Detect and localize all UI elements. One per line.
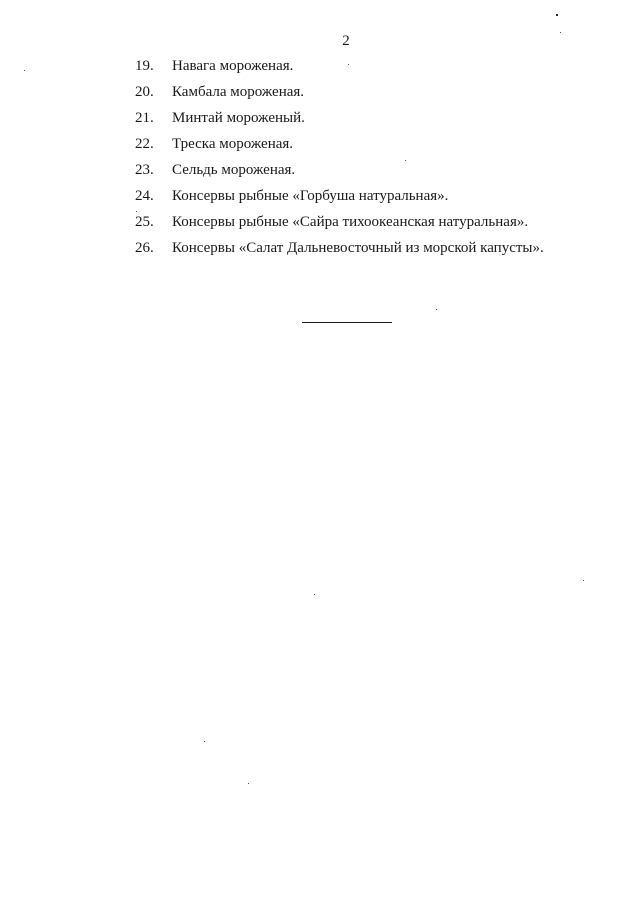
item-number: 23. xyxy=(135,162,154,178)
list-item xyxy=(135,238,615,264)
item-number: 21. xyxy=(135,110,154,126)
item-text: Навага мороженая. xyxy=(172,58,294,74)
page-number: 2 xyxy=(342,33,350,49)
end-rule xyxy=(302,322,392,323)
item-number: 19. xyxy=(135,58,154,74)
scan-speck xyxy=(560,32,561,33)
item-number: 25. xyxy=(135,214,154,230)
scan-speck xyxy=(436,309,437,310)
item-number: 20. xyxy=(135,84,154,100)
item-number: 24. xyxy=(135,188,154,204)
item-text: Минтай мороженый. xyxy=(172,110,305,126)
scan-speck xyxy=(556,14,558,16)
list-item xyxy=(135,134,615,160)
scan-speck xyxy=(405,160,406,161)
list-item xyxy=(135,160,615,186)
list-item xyxy=(135,186,615,212)
item-number: 22. xyxy=(135,136,154,152)
scan-speck xyxy=(204,741,205,742)
item-number: 26. xyxy=(135,240,154,256)
item-list xyxy=(135,56,615,264)
item-text: Консервы рыбные «Сайра тихоокеанская натуральная». xyxy=(172,214,529,230)
scan-speck xyxy=(136,211,137,212)
list-item xyxy=(135,56,615,82)
scan-speck xyxy=(248,783,249,784)
list-item xyxy=(135,212,615,238)
item-text: Консервы «Салат Дальневосточный из морской капусты». xyxy=(172,240,544,256)
scan-speck xyxy=(583,580,584,581)
scan-speck xyxy=(24,70,25,71)
item-text: Сельдь мороженая. xyxy=(172,162,296,178)
scan-speck xyxy=(314,594,315,595)
item-text: Треска мороженая. xyxy=(172,136,294,152)
scan-speck xyxy=(348,64,349,65)
list-item xyxy=(135,108,615,134)
item-text: Консервы рыбные «Горбуша натуральная». xyxy=(172,188,449,204)
item-text: Камбала мороженая. xyxy=(172,84,305,100)
list-item xyxy=(135,82,615,108)
